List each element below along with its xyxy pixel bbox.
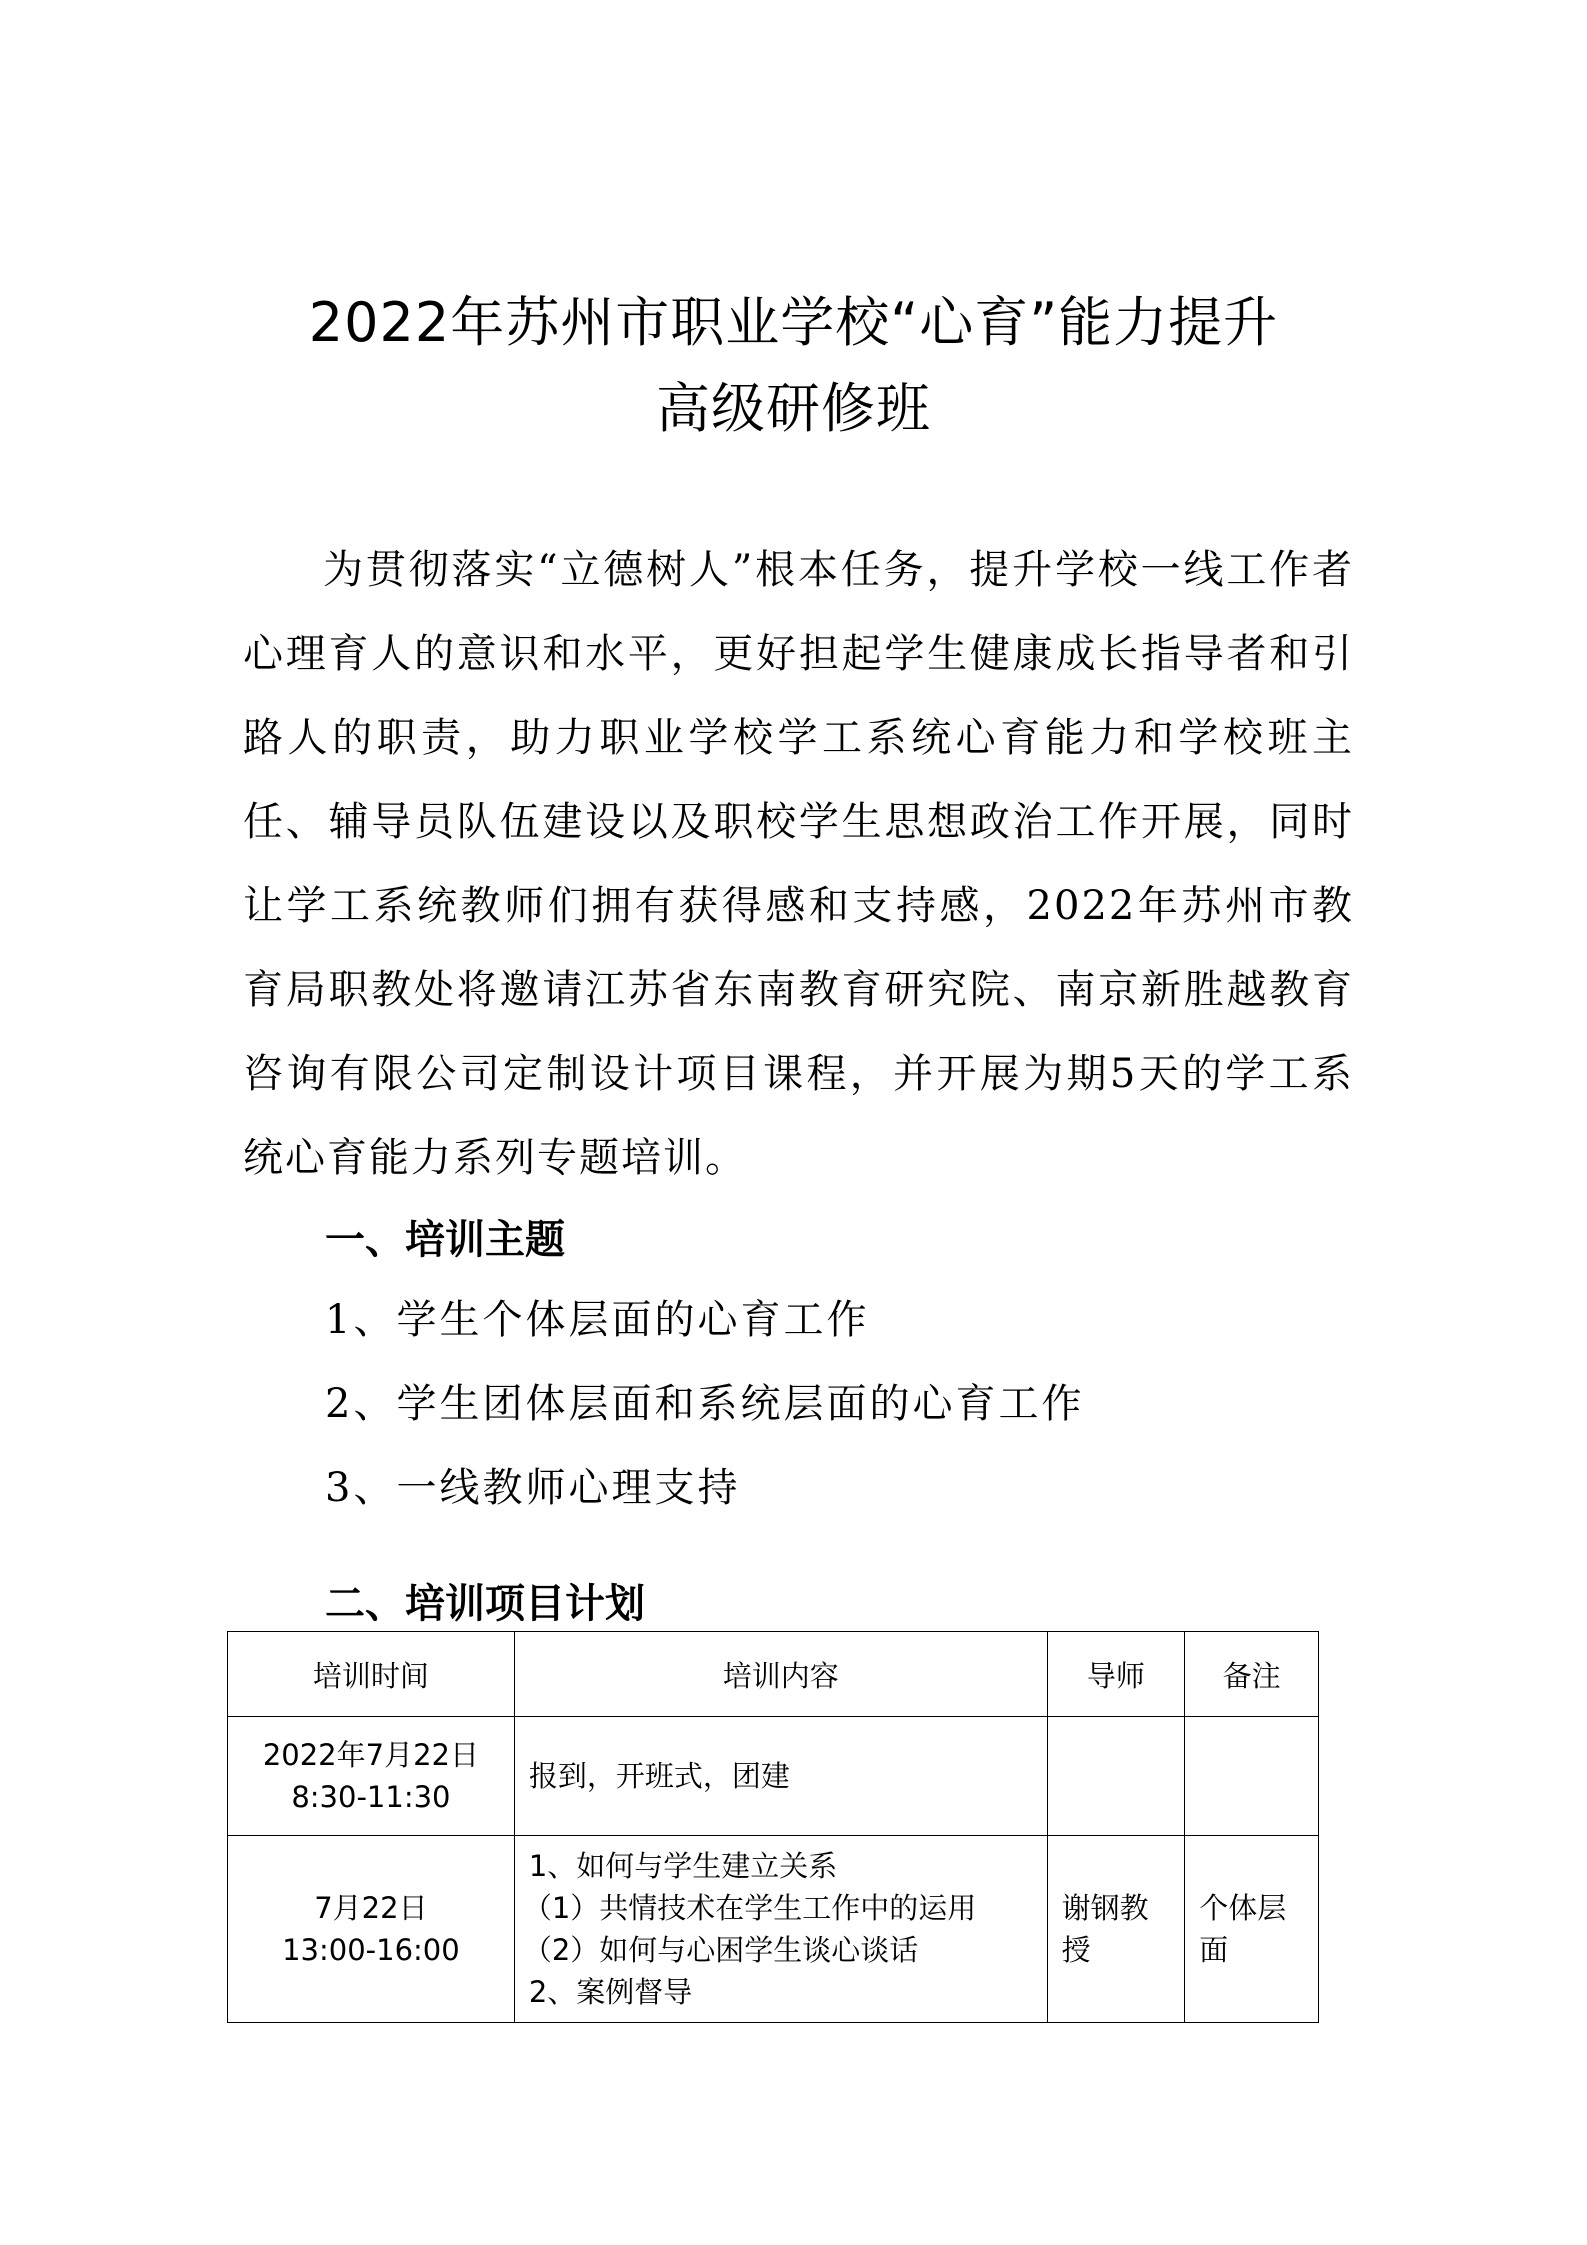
table-row — [228, 1717, 1319, 1836]
content-line: 2、案例督导 — [528, 1975, 693, 2009]
time-hours: 13:00-16:00 — [282, 1933, 460, 1967]
header-tutor: 导师 — [1047, 1632, 1185, 1717]
content-line: （2）如何与心困学生谈心谈话 — [522, 1933, 919, 1967]
training-plan-table — [227, 1631, 1319, 2023]
cell-content — [514, 1836, 1047, 2023]
cell-tutor: 谢钢教授 — [1047, 1836, 1185, 2023]
content-line: 报到，开班式，团建 — [528, 1759, 790, 1793]
content-line: 1、如何与学生建立关系 — [528, 1849, 838, 1883]
table-row — [228, 1836, 1319, 2023]
section-heading-themes: 一、培训主题 — [325, 1217, 565, 1263]
header-time: 培训时间 — [228, 1632, 515, 1717]
cell-remark — [1185, 1717, 1319, 1836]
content-line: （1）共情技术在学生工作中的运用 — [522, 1891, 977, 1925]
theme-item: 2、学生团体层面和系统层面的心育工作 — [325, 1381, 1085, 1427]
section-heading-plan: 二、培训项目计划 — [325, 1581, 645, 1627]
cell-time — [228, 1717, 515, 1836]
cell-time — [228, 1836, 515, 2023]
theme-list — [325, 1278, 1084, 1530]
header-content: 培训内容 — [514, 1632, 1047, 1717]
time-date: 7月22日 — [314, 1891, 428, 1925]
cell-remark: 个体层面 — [1185, 1836, 1319, 2023]
cell-content — [514, 1717, 1047, 1836]
intro-paragraph: 为贯彻落实“立德树人”根本任务，提升学校一线工作者心理育人的意识和水平，更好担起学生健康成长指导者和引路人的职责，助力职业学校学工系统心育能力和学校班主任、辅导员队伍建设以及职校学生思想政治工作开展，同时让学工系统教师们拥有获得感和支持感，2022年苏州市教育局职教处将邀请江苏省东南教育研究院、南京新胜越教育咨询有限公司定制设计项目课程，并开展为期5天的学工系统心育能力系列专题培训。 — [243, 547, 1354, 1181]
theme-item: 3、一线教师心理支持 — [325, 1465, 741, 1511]
header-remark: 备注 — [1185, 1632, 1319, 1717]
cell-tutor — [1047, 1717, 1185, 1836]
time-hours: 8:30-11:30 — [291, 1780, 451, 1814]
time-date: 2022年7月22日 — [262, 1738, 479, 1772]
title-line-2: 高级研修班 — [656, 377, 931, 440]
document-title — [240, 280, 1347, 452]
table-header-row — [228, 1632, 1319, 1717]
title-line-1: 2022年苏州市职业学校“心育”能力提升 — [308, 291, 1279, 354]
theme-item: 1、学生个体层面的心育工作 — [325, 1297, 870, 1343]
